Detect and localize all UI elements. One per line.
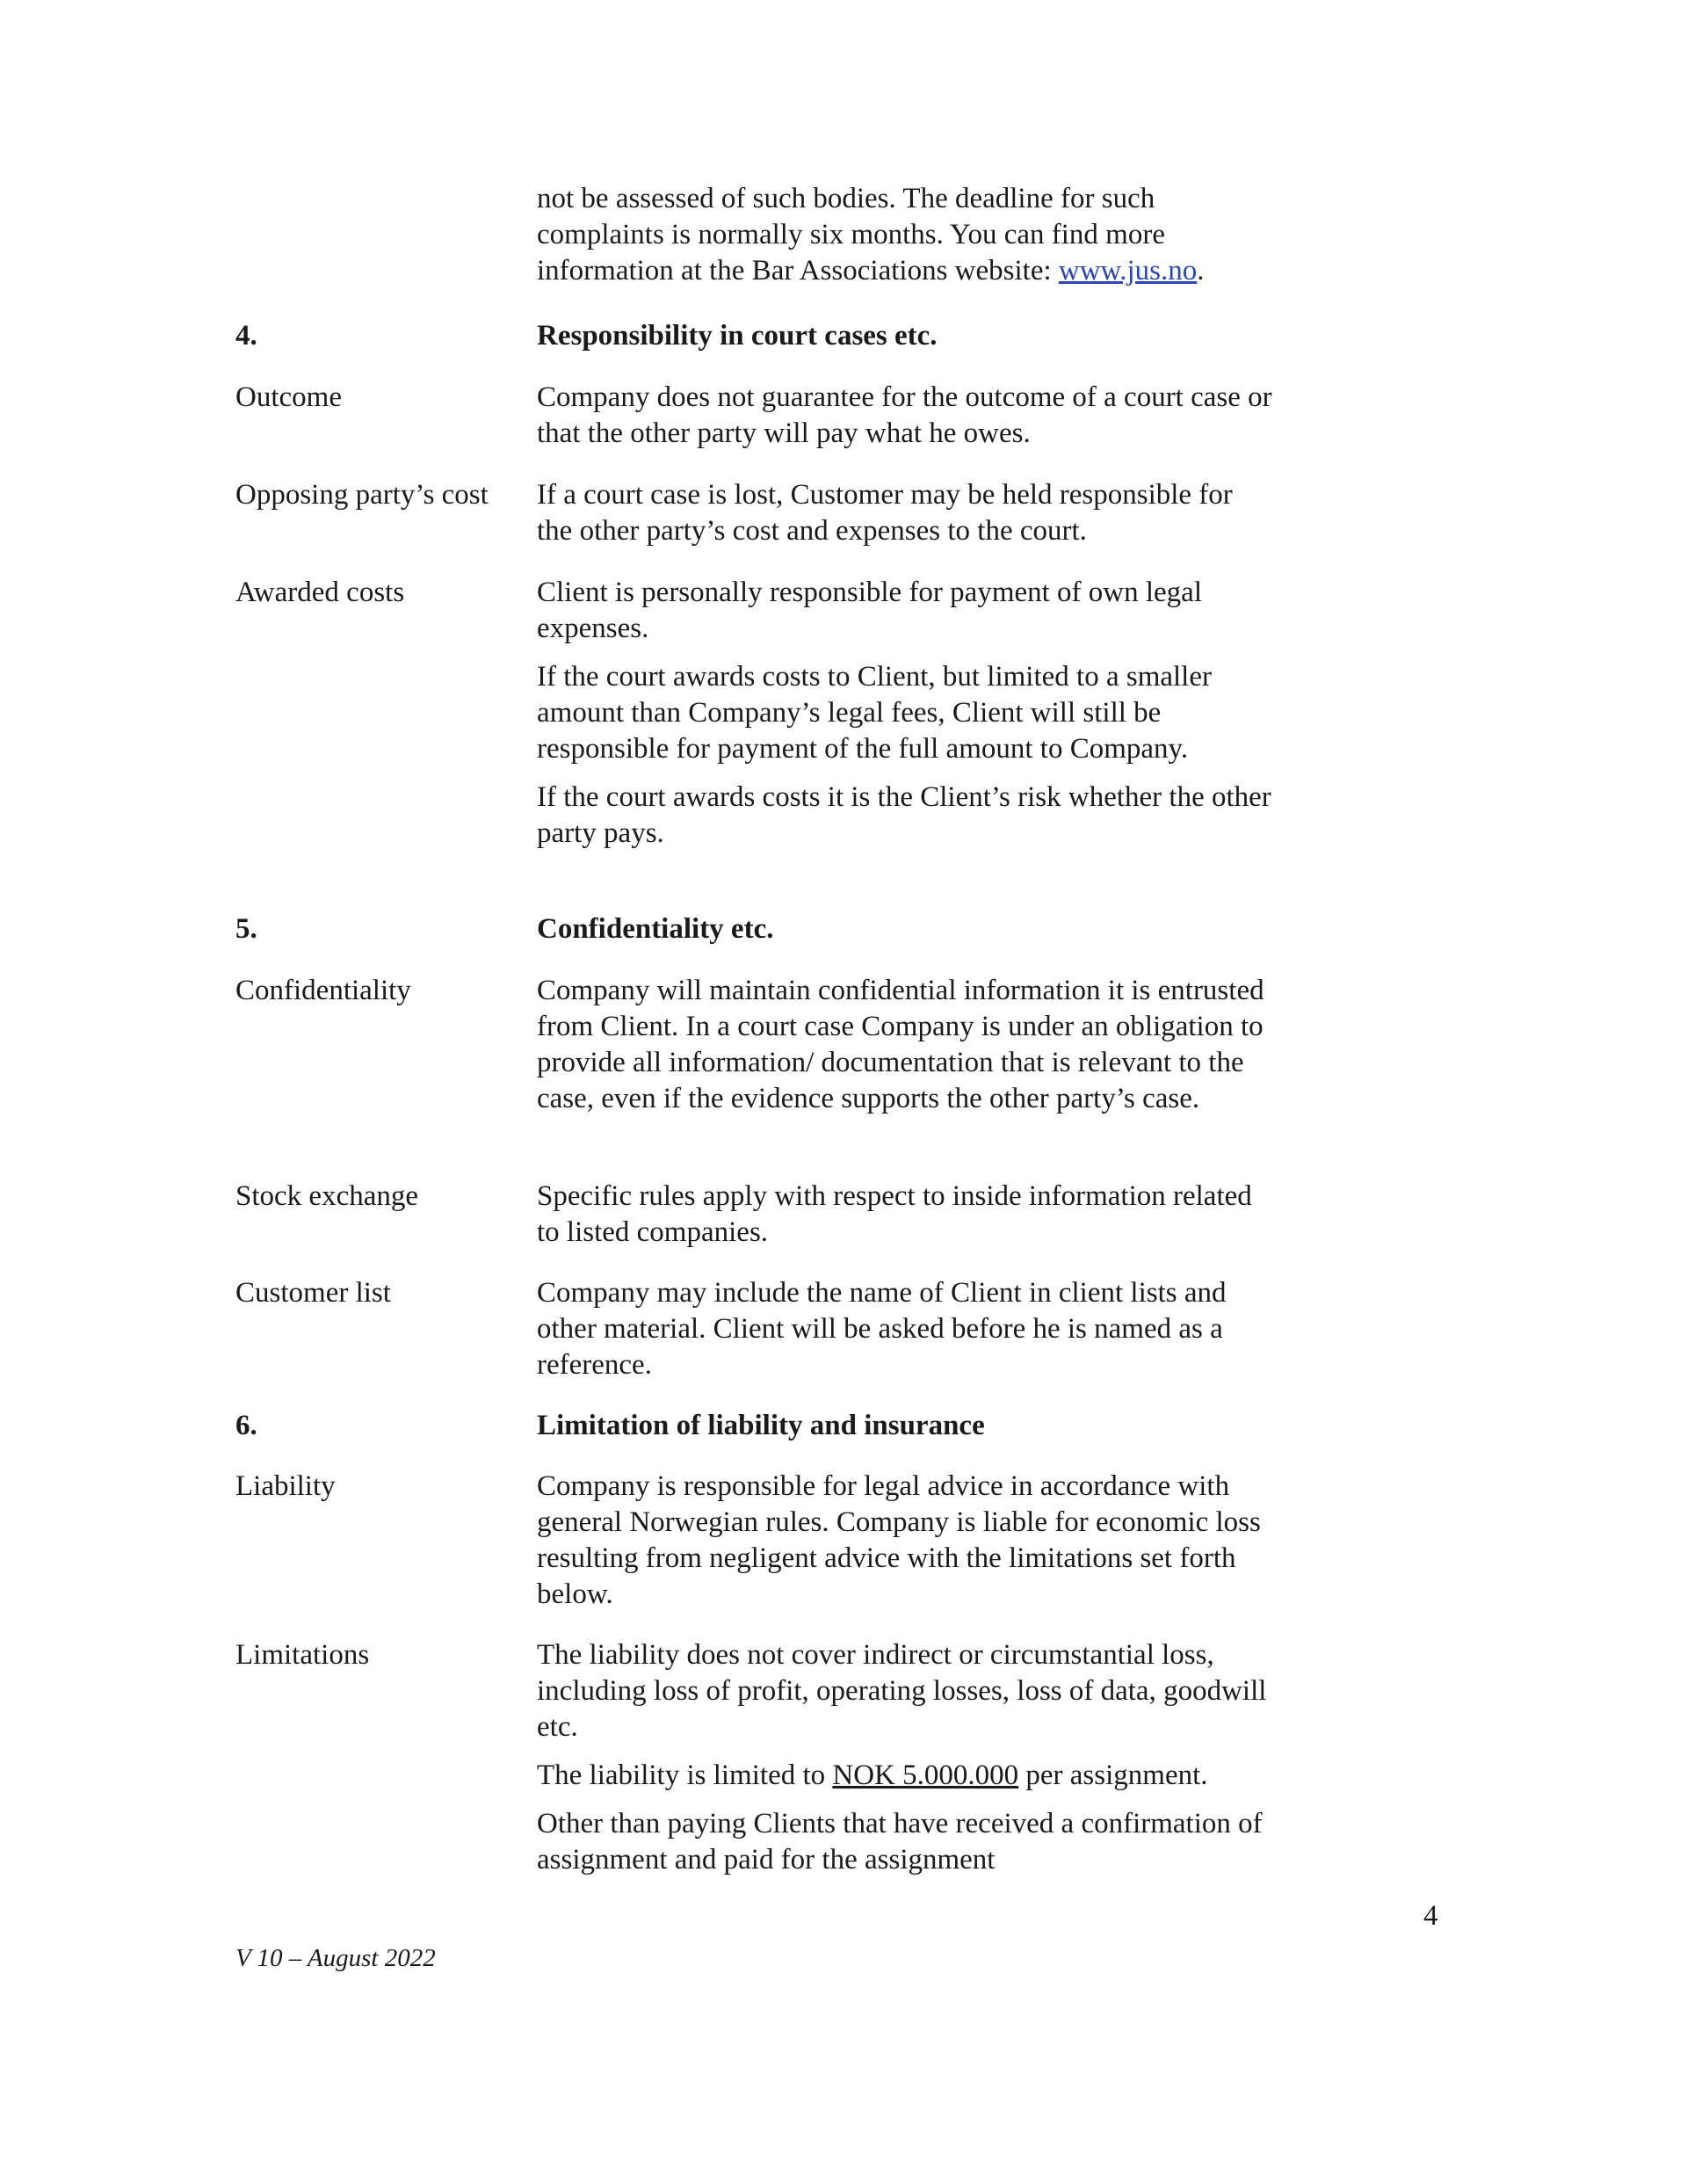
- clause-text: Company does not guarantee for the outcome of a court case or that the other party will pay what he owes.: [537, 381, 1272, 449]
- clause-paragraph: If the court awards costs it is the Client’s risk whether the other party pays.: [537, 781, 1271, 849]
- clause-paragraph: Other than paying Clients that have received a confirmation of assignment and paid for the assignment: [537, 1808, 1263, 1876]
- liability-cap-amount: NOK 5.000.000: [832, 1760, 1019, 1791]
- clause-paragraph: [537, 1758, 1275, 1794]
- intro-line: complaints is normally six months. You can find more: [537, 219, 1165, 250]
- intro-line: not be assessed of such bodies. The deadline for such: [537, 183, 1155, 214]
- clause-paragraph: Client is personally responsible for payment of own legal expenses.: [537, 577, 1203, 644]
- section-number: 6.: [235, 1410, 257, 1441]
- version-footer: V 10 – August 2022: [235, 1944, 436, 1972]
- clause-label: Awarded costs: [235, 577, 405, 608]
- clause-label: Confidentiality: [235, 975, 411, 1006]
- section-number: 4.: [235, 320, 257, 352]
- section-title: Confidentiality etc.: [537, 913, 774, 945]
- section-title: Responsibility in court cases etc.: [537, 320, 938, 352]
- clause-label: Limitations: [235, 1639, 370, 1671]
- clause-text: per assignment.: [1018, 1760, 1208, 1791]
- clause-paragraph: The liability does not cover indirect or circumstantial loss, including loss of profit, operating losses, loss of data, goodwill etc.: [537, 1639, 1267, 1743]
- clause-text: Company will maintain confidential information it is entrusted from Client. In a court case Company is under an obligation to provide all information/ documentation that is relevant to the case, even if the evidence supports the other party’s case.: [537, 975, 1264, 1114]
- clause-label: Customer list: [235, 1277, 391, 1309]
- page-number: 4: [1423, 1900, 1438, 1932]
- clause-text: Company is responsible for legal advice in accordance with general Norwegian rules. Company is liable for economic loss resulting from negligent advice with the limitations set forth below.: [537, 1470, 1261, 1610]
- intro-line-end: .: [1197, 255, 1205, 287]
- clause-body: [537, 1637, 1275, 1878]
- clause-text: Company may include the name of Client in client lists and other material. Client will be asked before he is named as a reference.: [537, 1277, 1227, 1381]
- clause-label: Liability: [235, 1470, 336, 1502]
- clause-text: The liability is limited to: [537, 1760, 833, 1791]
- clause-text: Specific rules apply with respect to inside information related to listed companies.: [537, 1180, 1252, 1248]
- intro-line: [537, 253, 1275, 289]
- clause-text: If a court case is lost, Customer may be held responsible for the other party’s cost and expenses to the court.: [537, 479, 1233, 547]
- section-number: 5.: [235, 913, 257, 945]
- clause-body: [537, 575, 1275, 852]
- clause-paragraph: If the court awards costs to Client, but limited to a smaller amount than Company’s legal fees, Client will still be responsible for payment of the full amount to Company.: [537, 661, 1212, 765]
- section-title: Limitation of liability and insurance: [537, 1410, 985, 1441]
- intro-line-text: information at the Bar Associations website:: [537, 255, 1059, 287]
- clause-label: Stock exchange: [235, 1180, 419, 1212]
- clause-label: Opposing party’s cost: [235, 479, 489, 511]
- bar-association-link[interactable]: www.jus.no: [1058, 255, 1198, 287]
- clause-label: Outcome: [235, 381, 342, 413]
- intro-paragraph: [537, 181, 1275, 289]
